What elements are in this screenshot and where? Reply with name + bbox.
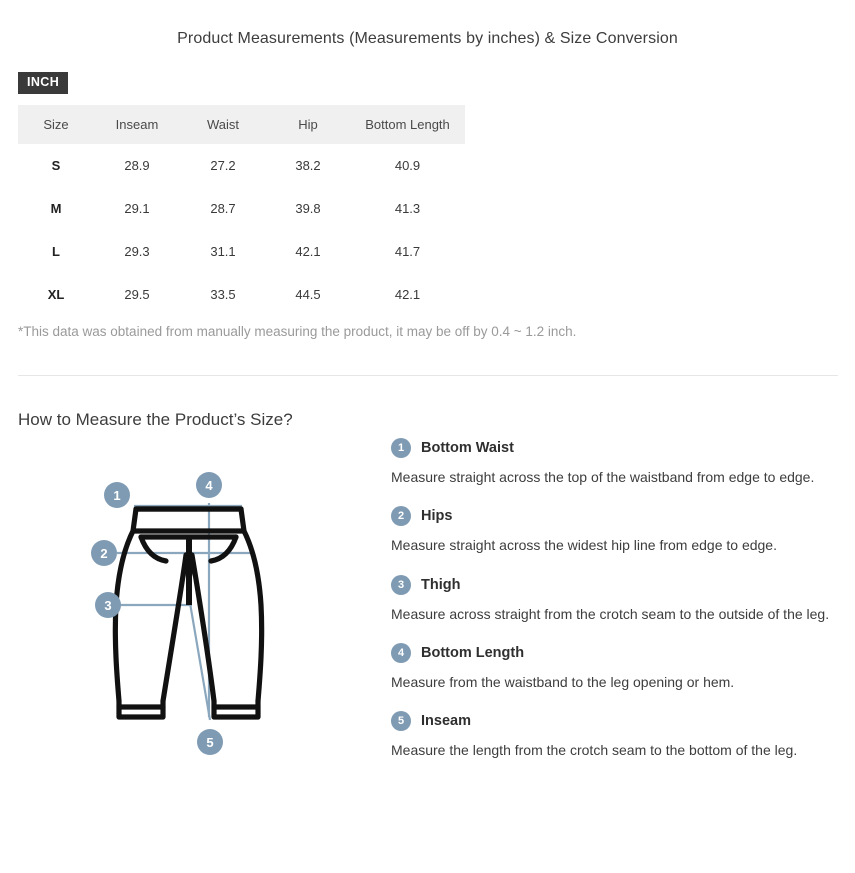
measurement-title: Hips	[421, 508, 453, 525]
callout-5-number: 5	[206, 735, 214, 750]
size-table	[18, 105, 465, 316]
callout-2	[91, 540, 117, 566]
measurement-description: Measure straight across the top of the waistband from edge to edge.	[391, 469, 815, 485]
waistband	[133, 509, 244, 531]
measurement-description: Measure the length from the crotch seam to the bottom of the leg.	[391, 742, 798, 759]
measurement-item-header	[391, 575, 839, 595]
table-row	[18, 187, 465, 230]
measurement-item-inseam	[391, 711, 839, 760]
number-badge-1: 1	[391, 438, 411, 458]
measurement-item-bottom-waist	[391, 438, 839, 487]
measurement-item-header	[391, 506, 839, 526]
left-pocket	[141, 537, 166, 561]
size-table-container	[18, 105, 465, 316]
callout-4	[196, 472, 222, 498]
column-header-size: Size	[43, 117, 69, 132]
cell-waist: 28.7	[210, 201, 236, 216]
cell-inseam: 29.3	[124, 244, 150, 259]
cell-size: XL	[47, 287, 65, 302]
callout-1	[104, 482, 130, 508]
cell-hip: 42.1	[295, 244, 321, 259]
measurement-description: Measure from the waistband to the leg opening or hem.	[391, 673, 735, 690]
callout-2-number: 2	[100, 546, 108, 561]
measurement-instructions-list	[391, 438, 839, 760]
cell-waist: 27.2	[210, 158, 236, 173]
column-header-waist: Waist	[206, 117, 240, 132]
right-outseam	[244, 531, 262, 701]
measurement-description: Measure straight across the widest hip line from edge to edge.	[391, 537, 777, 554]
table-header	[18, 105, 465, 144]
page-title: Product Measurements (Measurements by inches) & Size Conversion	[177, 30, 678, 47]
measurement-disclaimer: *This data was obtained from manually measuring the product, it may be off by 0.4 ~ 1.2 inch.	[18, 324, 577, 339]
callout-3	[95, 592, 121, 618]
cell-waist: 33.5	[210, 287, 236, 302]
number-badge-2: 2	[391, 506, 411, 526]
cell-bottom-length: 41.3	[394, 201, 421, 216]
table-row	[18, 144, 465, 187]
left-inseam-edge	[163, 555, 186, 701]
table-row	[18, 273, 465, 316]
measurement-item-header	[391, 643, 839, 663]
pants-illustration-icon	[91, 472, 262, 755]
table-body	[18, 144, 465, 316]
cell-inseam: 28.9	[124, 158, 150, 173]
table-header-row	[18, 105, 465, 144]
table-row	[18, 230, 465, 273]
measurement-title: Inseam	[421, 713, 471, 730]
callout-3-number: 3	[104, 598, 112, 613]
callout-1-number: 1	[113, 488, 121, 503]
measurement-item-header	[391, 711, 839, 731]
section-divider	[18, 375, 838, 376]
cell-hip: 44.5	[295, 287, 321, 302]
cell-bottom-length: 40.9	[394, 158, 421, 173]
measurement-item-thigh	[391, 575, 839, 624]
measurement-title: Bottom Length	[421, 644, 525, 661]
callout-5	[197, 729, 223, 755]
pants-diagram	[20, 455, 370, 765]
cell-size: S	[51, 158, 61, 173]
cell-hip: 38.2	[295, 158, 321, 173]
cell-bottom-length: 41.7	[394, 244, 421, 259]
callout-4-number: 4	[205, 478, 213, 493]
cell-inseam: 29.5	[124, 287, 150, 302]
column-header-inseam: Inseam	[115, 117, 159, 132]
measurement-item-header	[391, 438, 839, 458]
number-badge-4: 4	[391, 643, 411, 663]
measurement-item-bottom-length	[391, 643, 839, 692]
column-header-bottom-length: Bottom Length	[365, 117, 450, 132]
measurement-title: Bottom Waist	[421, 440, 514, 456]
cell-bottom-length: 42.1	[394, 287, 421, 302]
cell-hip: 39.8	[295, 201, 321, 216]
right-pocket	[211, 537, 236, 561]
cell-waist: 31.1	[210, 244, 236, 259]
unit-tag-inch: INCH	[18, 72, 68, 94]
section-heading-how-to-measure: How to Measure the Product’s Size?	[18, 410, 293, 429]
column-header-hip: Hip	[298, 117, 318, 132]
number-badge-3: 3	[391, 575, 411, 595]
measurement-title: Thigh	[421, 576, 461, 593]
cell-inseam: 29.1	[124, 201, 150, 216]
number-badge-5: 5	[391, 711, 411, 731]
measurement-item-hips	[391, 506, 839, 555]
measurement-description: Measure across straight from the crotch seam to the outside of the leg.	[391, 605, 830, 622]
cell-size: M	[50, 201, 62, 216]
left-outseam	[115, 531, 133, 701]
cell-size: L	[52, 244, 60, 259]
crotch-wedge	[184, 559, 194, 605]
